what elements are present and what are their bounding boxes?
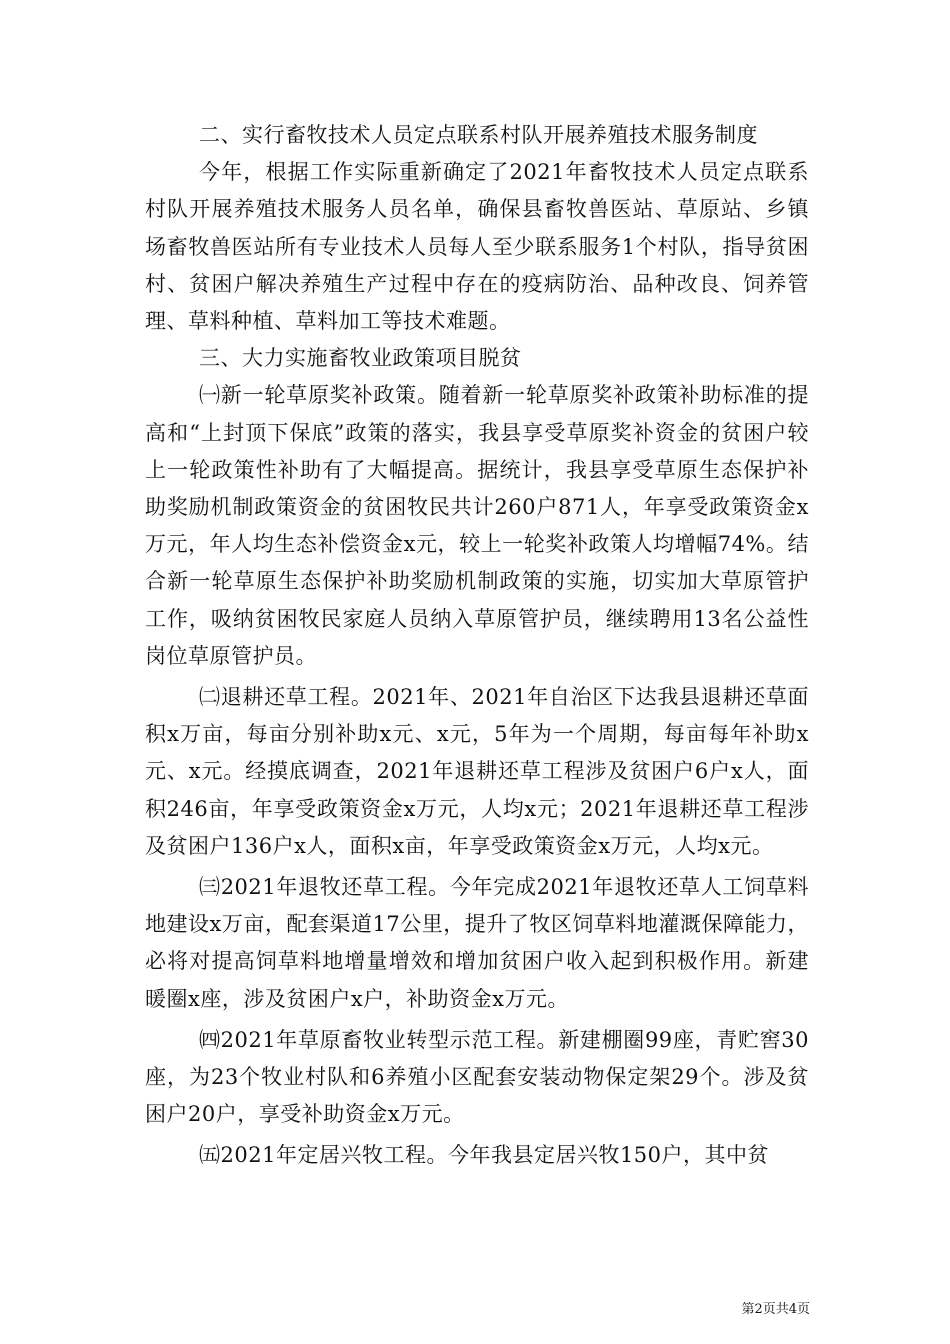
- page-number: 第2页共4页: [741, 1302, 810, 1317]
- subsection-2: ㈡退耕还草工程。2021年、2021年自治区下达我县退耕还草面积x万亩，每亩分别补助x元、x元，5年为一个周期，每亩每年补助x元、x元。经摸底调查，2021年退耕还草工程涉及贫困户6户x人，面积246亩，年享受政策资金x万元，人均x元；2021年退耕还草工程涉及贫困户136户x人，面积x亩，年享受政策资金x万元，人均x元。: [145, 685, 809, 858]
- paragraph-2: 今年，根据工作实际重新确定了2021年畜牧技术人员定点联系村队开展养殖技术服务人员名单，确保县畜牧兽医站、草原站、乡镇场畜牧兽医站所有专业技术人员每人至少联系服务1个村队，指导贫困村、贫困户解决养殖生产过程中存在的疫病防治、品种改良、饲养管理、草料种植、草料加工等技术难题。: [145, 160, 809, 334]
- section-heading-2: 二、实行畜牧技术人员定点联系村队开展养殖技术服务制度: [199, 123, 758, 147]
- subsection-5: ㈤2021年定居兴牧工程。今年我县定居兴牧150户，其中贫: [199, 1143, 770, 1168]
- subsection-1: ㈠新一轮草原奖补政策。随着新一轮草原奖补政策补助标准的提高和“上封顶下保底”政策的落实，我县享受草原奖补资金的贫困户较上一轮政策性补助有了大幅提高。据统计，我县享受草原生态保护补助奖励机制政策资金的贫困牧民共计260户871人，年享受政策资金x万元，年人均生态补偿资金x元，较上一轮奖补政策人均增幅74%。结合新一轮草原生态保护补助奖励机制政策的实施，切实加大草原管护工作，吸纳贫困牧民家庭人员纳入草原管护员，继续聘用13名公益性岗位草原管护员。: [145, 383, 809, 668]
- document-body: [145, 117, 809, 1175]
- subsection-3: ㈢2021年退牧还草工程。今年完成2021年退牧还草人工饲草料地建设x万亩，配套渠道17公里，提升了牧区饲草料地灌溉保障能力，必将对提高饲草料地增量增效和增加贫困户收入起到积极作用。新建暖圈x座，涉及贫困户x户，补助资金x万元。: [145, 875, 809, 1011]
- section-heading-3: 三、大力实施畜牧业政策项目脱贫: [199, 346, 522, 371]
- subsection-4: ㈣2021年草原畜牧业转型示范工程。新建棚圈99座，青贮窖30座，为23个牧业村队和6养殖小区配套安装动物保定架29个。涉及贫困户20户，享受补助资金x万元。: [145, 1027, 809, 1127]
